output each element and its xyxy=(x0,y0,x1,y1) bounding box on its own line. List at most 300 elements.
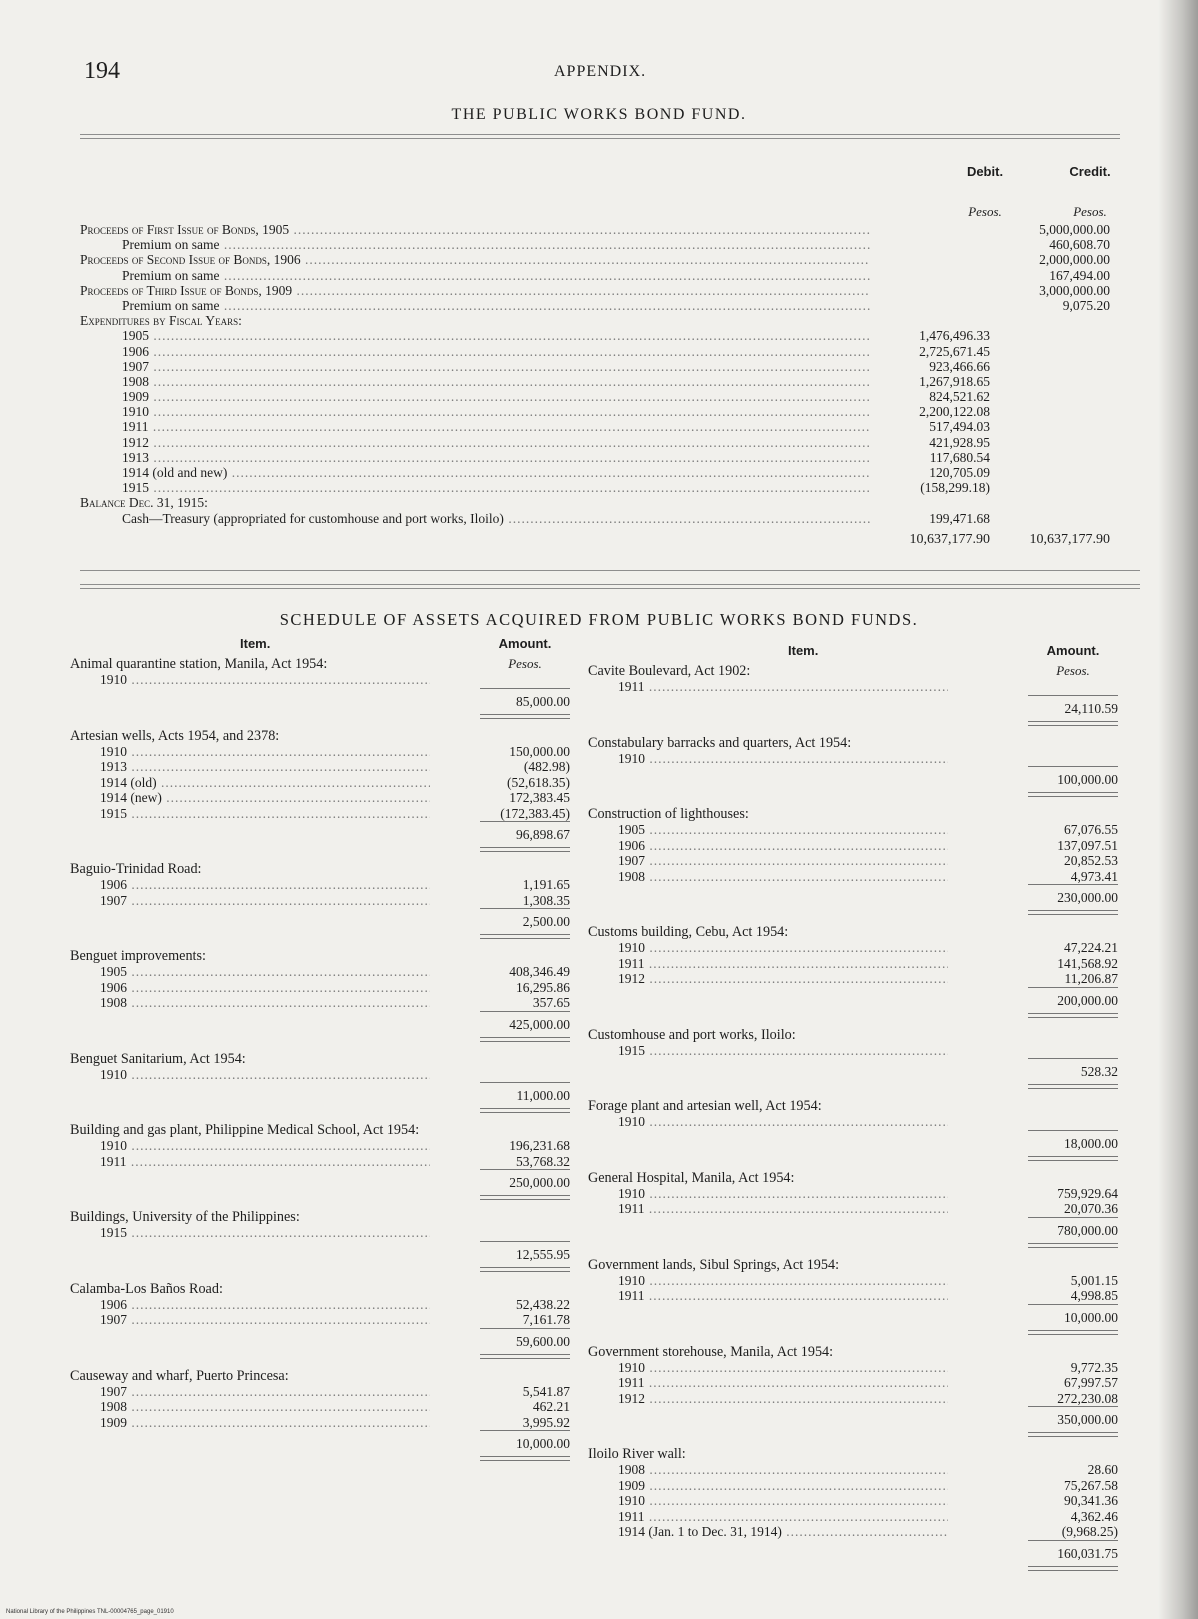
fund-row xyxy=(80,404,1140,419)
total-double-rule xyxy=(480,714,570,719)
footer-note: National Library of the Philippines TNL-00004765_page_01910 xyxy=(6,1609,174,1615)
schedule-year-row xyxy=(70,1415,570,1431)
schedule-total-amount: 10,000.00 xyxy=(1064,1309,1118,1325)
fund-row xyxy=(80,374,1140,389)
schedule-year: 1906 ..... xyxy=(100,980,430,996)
fund-row-label: 1915 ..... xyxy=(122,480,870,495)
schedule-total-amount: 10,000.00 xyxy=(516,1436,570,1451)
schedule-year: 1906 ..... xyxy=(100,1297,430,1313)
schedule-year: 1910 ..... xyxy=(100,1067,430,1083)
schedule-amount: 4,998.85 xyxy=(1070,1288,1118,1303)
fund-row-debit: 923,466.66 xyxy=(929,358,990,374)
schedule-item-total xyxy=(588,884,1118,910)
fund-row-label: Cash—Treasury (appropriated for customhouse and port works, Iloilo) ..... xyxy=(122,511,870,526)
schedule-year-row xyxy=(588,940,1118,956)
schedule-amount: 759,929.64 xyxy=(1057,1185,1118,1201)
total-rule xyxy=(1028,766,1118,767)
top-rule xyxy=(80,134,1120,139)
fund-row-label: 1909 ..... xyxy=(122,389,870,404)
schedule-item-title: Forage plant and artesian well, Act 1954: xyxy=(588,1098,822,1114)
schedule-amount: 11,206.87 xyxy=(1064,971,1118,986)
schedule-amount: (172,383.45) xyxy=(500,805,570,821)
schedule-item xyxy=(70,656,570,728)
schedule-item xyxy=(70,1122,570,1209)
page-title: THE PUBLIC WORKS BOND FUND. xyxy=(451,106,747,123)
debit-header: Debit. xyxy=(966,164,1004,179)
schedule-year-row xyxy=(70,995,570,1011)
schedule-amount: 7,161.78 xyxy=(522,1312,570,1327)
credit-header: Credit. xyxy=(1069,164,1111,179)
schedule-item-title: Benguet Sanitarium, Act 1954: xyxy=(70,1050,246,1067)
schedule-item-total xyxy=(70,1011,570,1037)
fund-row-credit: 5,000,000.00 xyxy=(1039,222,1110,237)
schedule-year: 1910 ..... xyxy=(618,1114,948,1130)
schedule-total-amount: 11,000.00 xyxy=(516,1088,570,1103)
schedule-year-row xyxy=(70,877,570,893)
fund-row xyxy=(80,298,1140,313)
schedule-item-total xyxy=(70,1430,570,1456)
total-rule xyxy=(480,1430,570,1431)
schedule-year: 1908 ..... xyxy=(618,869,948,885)
total-rule xyxy=(1028,1540,1118,1541)
schedule-right-column xyxy=(588,643,1118,1580)
schedule-year: 1911 ..... xyxy=(618,1375,948,1391)
schedule-year-row xyxy=(588,1273,1118,1289)
left-items xyxy=(70,656,570,1470)
schedule-item-total xyxy=(70,688,570,714)
total-double-rule xyxy=(480,1108,570,1113)
schedule-amount: 16,295.86 xyxy=(516,979,570,995)
fund-row-debit: 824,521.62 xyxy=(929,389,990,405)
fund-row xyxy=(80,313,1140,328)
fund-row-label: Balance Dec. 31, 1915: xyxy=(80,495,208,511)
schedule-item-total xyxy=(70,1082,570,1108)
total-rule xyxy=(1028,1217,1118,1218)
schedule-item xyxy=(588,806,1118,924)
fund-row-debit: 1,476,496.33 xyxy=(919,328,990,344)
fund-row-label: Proceeds of Third Issue of Bonds, 1909 ..... xyxy=(80,283,870,298)
fund-row xyxy=(80,283,1140,298)
total-debit: 10,637,177.90 xyxy=(909,531,990,547)
schedule-item-title: Cavite Boulevard, Act 1902: xyxy=(588,663,751,679)
schedule-amount: 172,383.45 xyxy=(509,790,570,805)
schedule-year: 1910 ..... xyxy=(618,751,948,767)
schedule-year-row xyxy=(70,1399,570,1415)
total-double-rule xyxy=(1028,1013,1118,1018)
schedule-item-total xyxy=(70,908,570,934)
fund-row xyxy=(80,344,1140,359)
fund-row xyxy=(80,252,1140,267)
total-double-rule xyxy=(1028,1330,1118,1335)
schedule-year-row xyxy=(588,838,1118,854)
schedule-year: 1915 ..... xyxy=(618,1043,948,1059)
fund-row-debit: 1,267,918.65 xyxy=(919,373,990,389)
schedule-year-row xyxy=(588,822,1118,838)
fund-row-label: 1912 ..... xyxy=(122,435,870,450)
amount-unit: Pesos. xyxy=(508,656,542,671)
schedule-amount: (9,968.25) xyxy=(1061,1524,1118,1539)
schedule-item-title: Building and gas plant, Philippine Medical School, Act 1954: xyxy=(70,1122,420,1138)
schedule-total-amount: 200,000.00 xyxy=(1057,992,1118,1008)
schedule-year: 1914 (Jan. 1 to Dec. 31, 1914) ..... xyxy=(618,1524,948,1540)
schedule-total-amount: 59,600.00 xyxy=(516,1333,570,1349)
schedule-year: 1910 ..... xyxy=(618,1186,948,1202)
schedule-year: 1914 (old) ..... xyxy=(100,775,430,791)
schedule-year: 1912 ..... xyxy=(618,1391,948,1407)
debit-unit: Pesos. xyxy=(968,204,1002,219)
schedule-item xyxy=(70,1051,570,1123)
total-rule xyxy=(1028,987,1118,988)
fund-row xyxy=(80,359,1140,374)
schedule-year-row xyxy=(70,672,570,688)
schedule-title: SCHEDULE OF ASSETS ACQUIRED FROM PUBLIC WORKS BOND FUNDS. xyxy=(279,610,919,629)
schedule-amount: 5,001.15 xyxy=(1070,1272,1118,1288)
schedule-amount: 20,852.53 xyxy=(1064,853,1118,868)
schedule-year: 1911 ..... xyxy=(618,1288,948,1304)
fund-row xyxy=(80,222,1140,237)
fund-row-label: Premium on same ..... xyxy=(122,237,870,252)
schedule-year-row xyxy=(588,1478,1118,1494)
schedule-year: 1913 ..... xyxy=(100,759,430,775)
schedule-year-row xyxy=(588,1509,1118,1525)
total-rule xyxy=(480,908,570,909)
fund-row-credit: 9,075.20 xyxy=(1062,297,1110,313)
fund-row-label: Proceeds of Second Issue of Bonds, 1906 ..... xyxy=(80,252,870,267)
schedule-year-row xyxy=(588,1043,1118,1059)
total-double-rule xyxy=(1028,1432,1118,1437)
total-rule xyxy=(480,1241,570,1242)
fund-row-credit: 167,494.00 xyxy=(1049,267,1110,283)
fund-row-label: 1906 ..... xyxy=(122,344,870,359)
schedule-year-row xyxy=(70,1225,570,1241)
schedule-total-amount: 250,000.00 xyxy=(509,1175,570,1190)
fund-row-debit: (158,299.18) xyxy=(920,480,990,496)
schedule-item-total xyxy=(588,1058,1118,1084)
fund-row-label: 1907 ..... xyxy=(122,359,870,374)
page-number: 194 xyxy=(84,58,120,84)
schedule-year: 1911 ..... xyxy=(618,956,948,972)
fund-row xyxy=(80,237,1140,252)
schedule-year-row xyxy=(588,869,1118,885)
schedule-item-total xyxy=(588,987,1118,1013)
schedule-year-row xyxy=(588,1186,1118,1202)
fund-totals xyxy=(80,532,1140,552)
total-rule xyxy=(480,688,570,689)
schedule-year-row xyxy=(588,1288,1118,1304)
fund-row xyxy=(80,511,1140,526)
right-amount-header: Amount. xyxy=(1046,643,1100,658)
schedule-year-row xyxy=(70,790,570,806)
schedule-year: 1914 (new) ..... xyxy=(100,790,430,806)
schedule-item-title: Baguio-Trinidad Road: xyxy=(70,861,202,877)
schedule-year-row xyxy=(70,964,570,980)
schedule-total-amount: 24,110.59 xyxy=(1064,700,1118,716)
schedule-amount: 3,995.92 xyxy=(522,1414,570,1430)
schedule-amount: 462.21 xyxy=(532,1399,570,1414)
schedule-year-row xyxy=(588,1493,1118,1509)
schedule-item xyxy=(70,948,570,1051)
fund-row-label: Premium on same ..... xyxy=(122,268,870,283)
schedule-item-title: Iloilo River wall: xyxy=(588,1446,686,1462)
schedule-year: 1910 ..... xyxy=(100,744,430,760)
total-double-rule xyxy=(1028,910,1118,915)
fund-row-label: Proceeds of First Issue of Bonds, 1905 ..... xyxy=(80,222,870,237)
schedule-item-title: Benguet improvements: xyxy=(70,948,206,964)
schedule-item-title: Animal quarantine station, Manila, Act 1954: xyxy=(70,656,328,672)
schedule-total-amount: 528.32 xyxy=(1080,1064,1118,1079)
schedule-total-amount: 100,000.00 xyxy=(1057,772,1118,787)
schedule-amount: 67,076.55 xyxy=(1064,822,1118,837)
schedule-item-title: Construction of lighthouses: xyxy=(588,806,749,822)
schedule-year: 1911 ..... xyxy=(618,679,948,695)
schedule-amount: 4,362.46 xyxy=(1070,1508,1118,1524)
schedule-item-total xyxy=(588,766,1118,792)
schedule-year-row xyxy=(70,1138,570,1154)
fund-row-debit: 199,471.68 xyxy=(929,510,990,526)
schedule-total-amount: 85,000.00 xyxy=(516,693,570,709)
schedule-year: 1910 ..... xyxy=(618,1273,948,1289)
schedule-item xyxy=(588,1446,1118,1580)
schedule-item xyxy=(588,1098,1118,1170)
total-double-rule xyxy=(1028,1084,1118,1089)
total-rule xyxy=(480,1169,570,1170)
right-item-header: Item. xyxy=(788,643,819,658)
schedule-item xyxy=(70,861,570,948)
right-column-headers xyxy=(588,643,1118,663)
schedule-total-amount: 230,000.00 xyxy=(1057,890,1118,905)
schedule-item-total xyxy=(588,1217,1118,1243)
schedule-amount: 75,267.58 xyxy=(1064,1477,1118,1493)
total-double-rule xyxy=(1028,1156,1118,1161)
schedule-item xyxy=(588,663,1118,735)
schedule-year-row xyxy=(588,1360,1118,1376)
schedule-year: 1907 ..... xyxy=(100,893,430,909)
schedule-total-amount: 12,555.95 xyxy=(516,1246,570,1262)
schedule-item-title: Customs building, Cebu, Act 1954: xyxy=(588,924,789,940)
bond-fund-table xyxy=(80,164,1140,552)
schedule-year-row xyxy=(70,775,570,791)
schedule-year-row xyxy=(70,980,570,996)
fund-row-label: 1913 ..... xyxy=(122,450,870,465)
total-double-rule xyxy=(1028,792,1118,797)
schedule-year: 1907 ..... xyxy=(100,1384,430,1400)
total-double-rule xyxy=(480,1456,570,1461)
fund-row-label: 1908 ..... xyxy=(122,374,870,389)
fund-row xyxy=(80,465,1140,480)
running-head: APPENDIX. xyxy=(554,63,647,80)
total-credit: 10,637,177.90 xyxy=(1029,531,1110,547)
schedule-year: 1911 ..... xyxy=(618,1509,948,1525)
schedule-year-row xyxy=(588,1391,1118,1407)
schedule-item-total xyxy=(588,1406,1118,1432)
schedule-amount: 47,224.21 xyxy=(1064,940,1118,955)
schedule-year-row xyxy=(70,1312,570,1328)
left-item-header: Item. xyxy=(240,636,271,651)
schedule-year-row xyxy=(588,679,1118,695)
schedule-amount: 196,231.68 xyxy=(509,1138,570,1153)
schedule-year: 1907 ..... xyxy=(618,853,948,869)
total-double-rule xyxy=(480,1267,570,1272)
schedule-amount: 9,772.35 xyxy=(1070,1359,1118,1375)
right-items xyxy=(588,663,1118,1580)
schedule-year-row xyxy=(588,956,1118,972)
fund-row xyxy=(80,450,1140,465)
page-header xyxy=(84,58,1124,88)
schedule-year-row xyxy=(70,806,570,822)
total-double-rule xyxy=(480,934,570,939)
fund-row-label: 1905 ..... xyxy=(122,328,870,343)
schedule-amount: 408,346.49 xyxy=(509,964,570,979)
fund-row-label: Expenditures by Fiscal Years: xyxy=(80,313,242,329)
schedule-year: 1906 ..... xyxy=(618,838,948,854)
schedule-item-title: Government storehouse, Manila, Act 1954: xyxy=(588,1343,834,1360)
schedule-year: 1912 ..... xyxy=(618,971,948,987)
fund-row xyxy=(80,419,1140,434)
total-double-rule xyxy=(1028,1243,1118,1248)
schedule-total-amount: 160,031.75 xyxy=(1057,1545,1118,1561)
credit-unit: Pesos. xyxy=(1073,204,1107,219)
schedule-item-title: Causeway and wharf, Puerto Princesa: xyxy=(70,1367,289,1384)
fund-row xyxy=(80,328,1140,343)
amount-unit: Pesos. xyxy=(1056,663,1090,678)
schedule-total-amount: 2,500.00 xyxy=(522,914,570,929)
schedule-item-title: Buildings, University of the Philippines: xyxy=(70,1209,300,1225)
schedule-total-amount: 780,000.00 xyxy=(1057,1222,1118,1238)
total-rule xyxy=(480,821,570,822)
schedule-item xyxy=(588,1170,1118,1257)
schedule-amount: (482.98) xyxy=(523,759,570,774)
schedule-amount: 1,191.65 xyxy=(522,877,570,892)
total-rule xyxy=(1028,1406,1118,1407)
schedule-year: 1905 ..... xyxy=(100,964,430,980)
schedule-item-title: Calamba-Los Baños Road: xyxy=(70,1280,223,1297)
schedule-item xyxy=(588,1257,1118,1344)
schedule-amount: 90,341.36 xyxy=(1064,1493,1118,1508)
schedule-item-title: General Hospital, Manila, Act 1954: xyxy=(588,1169,795,1186)
schedule-amount: 272,230.08 xyxy=(1057,1390,1118,1406)
fund-row-label: Premium on same ..... xyxy=(122,298,870,313)
fund-row-debit: 120,705.09 xyxy=(929,465,990,480)
schedule-item-total xyxy=(70,1241,570,1267)
schedule-item-total xyxy=(588,1130,1118,1156)
schedule-amount: 20,070.36 xyxy=(1064,1201,1118,1216)
schedule-item-total xyxy=(588,695,1118,721)
fund-row xyxy=(80,435,1140,450)
schedule-year: 1910 ..... xyxy=(100,672,430,688)
fund-column-headers xyxy=(80,164,1140,204)
fund-row-label: 1911 ..... xyxy=(122,419,870,434)
fund-row xyxy=(80,268,1140,283)
fund-row xyxy=(80,480,1140,495)
schedule-item-total xyxy=(70,821,570,847)
schedule-item-total xyxy=(70,1328,570,1354)
fund-row-debit: 2,200,122.08 xyxy=(919,404,990,420)
schedule-year: 1906 ..... xyxy=(100,877,430,893)
total-double-rule xyxy=(480,847,570,852)
schedule-year: 1908 ..... xyxy=(618,1462,948,1478)
schedule-item-title: Customhouse and port works, Iloilo: xyxy=(588,1026,796,1043)
schedule-year: 1909 ..... xyxy=(618,1478,948,1494)
schedule-item xyxy=(588,924,1118,1027)
schedule-year: 1915 ..... xyxy=(100,1225,430,1241)
total-rule xyxy=(1028,884,1118,885)
page-edge-shadow xyxy=(1158,0,1198,1619)
schedule-item-title: Government lands, Sibul Springs, Act 1954: xyxy=(588,1256,840,1273)
schedule-year: 1905 ..... xyxy=(618,822,948,838)
schedule-year: 1907 ..... xyxy=(100,1312,430,1328)
total-double-rule xyxy=(1028,721,1118,726)
total-rule xyxy=(1028,1304,1118,1305)
schedule-left-column xyxy=(70,636,570,1470)
schedule-item-title: Artesian wells, Acts 1954, and 2378: xyxy=(70,727,280,744)
schedule-amount: 5,541.87 xyxy=(522,1383,570,1399)
fund-row-label: 1910 ..... xyxy=(122,404,870,419)
fund-row-credit: 2,000,000.00 xyxy=(1039,252,1110,268)
schedule-year: 1908 ..... xyxy=(100,1399,430,1415)
schedule-total-amount: 96,898.67 xyxy=(516,827,570,842)
schedule-year: 1910 ..... xyxy=(100,1138,430,1154)
schedule-year-row xyxy=(70,1067,570,1083)
schedule-item xyxy=(70,1209,570,1281)
schedule-amount: 357.65 xyxy=(532,995,570,1010)
schedule-item-total xyxy=(588,1304,1118,1330)
total-rule xyxy=(1028,1130,1118,1131)
schedule-total-amount: 350,000.00 xyxy=(1057,1412,1118,1427)
schedule-item xyxy=(70,1368,570,1471)
schedule-year-row xyxy=(588,1524,1118,1540)
schedule-amount: 1,308.35 xyxy=(522,892,570,908)
schedule-amount: 141,568.92 xyxy=(1057,955,1118,971)
schedule-year: 1911 ..... xyxy=(100,1154,430,1170)
total-rule xyxy=(480,1011,570,1012)
fund-row xyxy=(80,495,1140,510)
fund-row-label: 1914 (old and new) ..... xyxy=(122,465,870,480)
schedule-year-row xyxy=(70,893,570,909)
fund-row-debit: 117,680.54 xyxy=(929,449,990,465)
schedule-year: 1910 ..... xyxy=(618,940,948,956)
total-double-rule xyxy=(480,1354,570,1359)
schedule-year-row xyxy=(70,744,570,760)
total-double-rule xyxy=(1028,1566,1118,1571)
fund-bottom-double-rule xyxy=(80,584,1140,589)
fund-rows xyxy=(80,222,1140,526)
schedule-item-total xyxy=(70,1169,570,1195)
schedule-amount: 67,997.57 xyxy=(1064,1375,1118,1390)
schedule-amount: 53,768.32 xyxy=(516,1153,570,1169)
total-rule xyxy=(480,1082,570,1083)
left-column-headers xyxy=(70,636,570,656)
schedule-year-row xyxy=(588,1201,1118,1217)
schedule-amount: 150,000.00 xyxy=(509,743,570,759)
schedule-item xyxy=(588,1027,1118,1099)
schedule-year-row xyxy=(70,1297,570,1313)
fund-row-debit: 2,725,671.45 xyxy=(919,343,990,359)
schedule-year: 1909 ..... xyxy=(100,1415,430,1431)
schedule-year-row xyxy=(588,1375,1118,1391)
total-rule xyxy=(480,1328,570,1329)
fund-row-debit: 517,494.03 xyxy=(929,419,990,435)
schedule-amount: 4,973.41 xyxy=(1070,868,1118,884)
schedule-year: 1910 ..... xyxy=(618,1493,948,1509)
schedule-year-row xyxy=(70,1154,570,1170)
schedule-item-total xyxy=(588,1540,1118,1566)
fund-bottom-rule xyxy=(80,570,1140,571)
total-rule xyxy=(1028,695,1118,696)
fund-row xyxy=(80,389,1140,404)
fund-row-credit: 3,000,000.00 xyxy=(1039,282,1110,298)
schedule-amount: (52,618.35) xyxy=(507,774,570,790)
schedule-year-row xyxy=(588,1114,1118,1130)
